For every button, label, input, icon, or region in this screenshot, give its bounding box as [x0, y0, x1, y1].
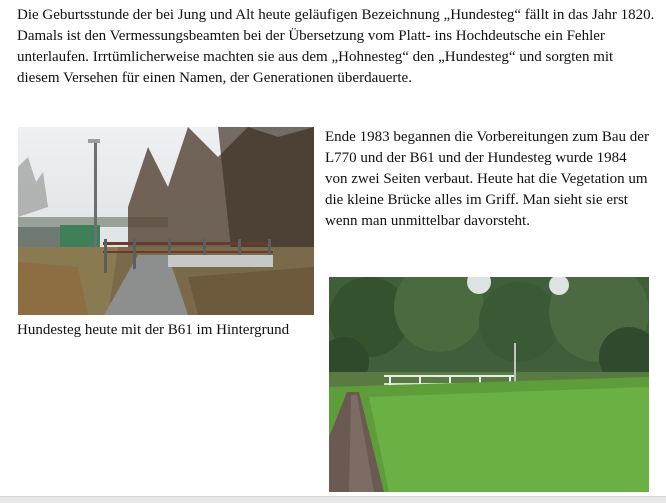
photo-hundesteg-vegetation: [329, 277, 649, 492]
photo-caption: Hundesteg heute mit der B61 im Hintergrund: [17, 322, 290, 338]
history-paragraph: Ende 1983 begannen die Vorbereitungen zum Bau der L770 und der B61 und der Hundesteg wurde 1984 von zwei Seiten verbaut. Heute hat die Vegetation um die kleine Brücke alles im Griff. Man sieht sie erst wenn man unmittelbar davorsteht.: [325, 129, 649, 229]
intro-paragraph: Die Geburtsstunde der bei Jung und Alt heute geläufigen Bezeichnung „Hundesteg“ fällt in das Jahr 1820. Damals ist den Vermessungsbeamten bei der Übersetzung vom Platt- ins Hochdeutsche ein Fehler unterlaufen. Irrtümlicherweise machten sie aus dem „Hohnesteg“ den „Hundesteg“ und sorgten mit diesem Versehen für einen Namen, der Generationen überdauerte.: [17, 7, 655, 86]
horizontal-scrollbar[interactable]: [0, 496, 666, 503]
photo-hundesteg-b61-image: [18, 127, 314, 315]
photo-hundesteg-b61: [18, 127, 314, 315]
photo-hundesteg-vegetation-image: [329, 277, 649, 492]
